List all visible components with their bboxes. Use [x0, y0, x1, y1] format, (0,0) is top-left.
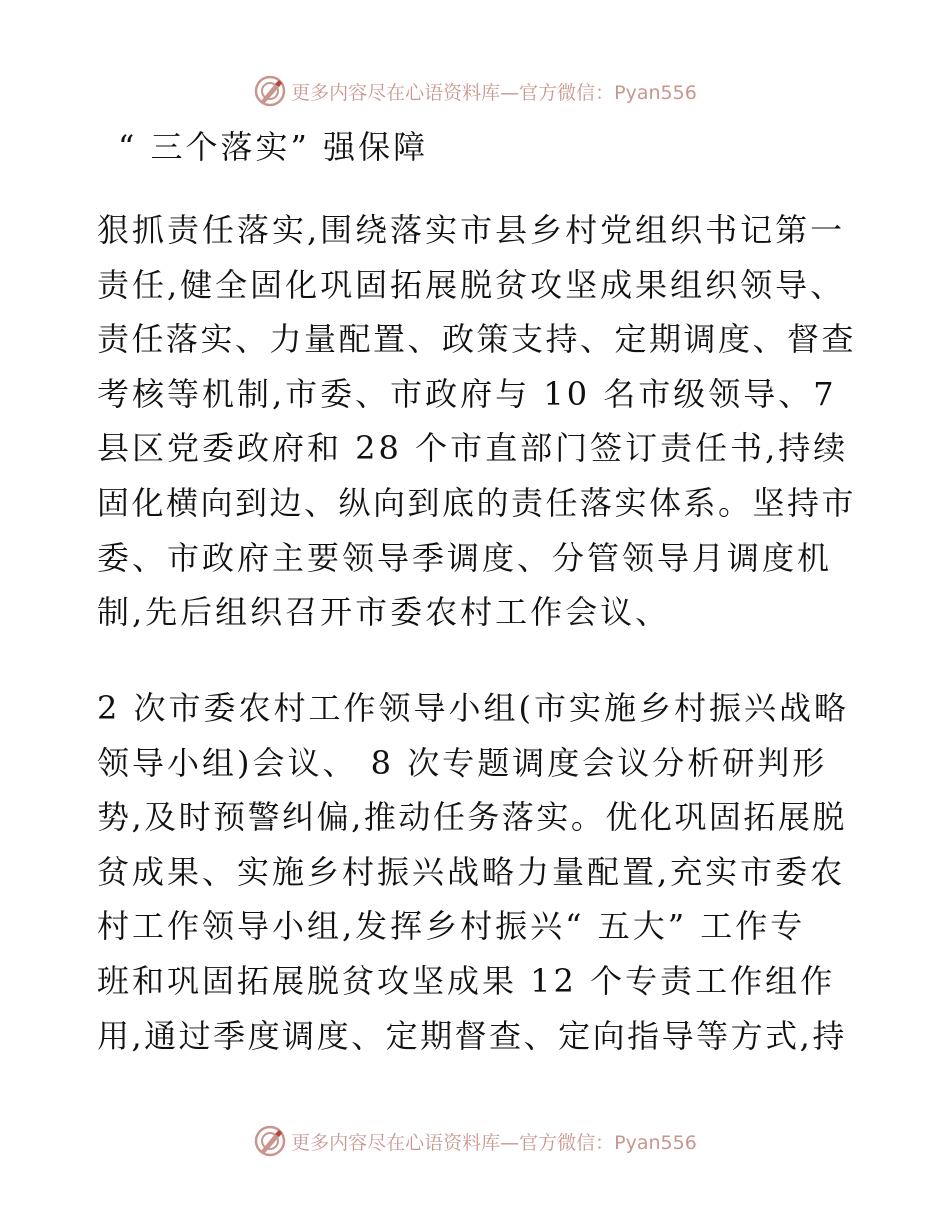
text-line: 班和巩固拓展脱贫攻坚成果 12 个专责工作组作 [97, 961, 836, 1000]
text-line: 固化横向到边、纵向到底的责任落实体系。坚持市 [97, 483, 857, 522]
text-line: 县区党委政府和 28 个市直部门签订责任书,持续 [97, 429, 849, 468]
text-line: 村工作领导小组,发挥乡村振兴“ 五大” 工作专 [97, 907, 806, 946]
text-line: 狠抓责任落实,围绕落实市县乡村党组织书记第一 [97, 211, 846, 249]
footer-watermark [0, 1121, 950, 1161]
pen-logo-icon [253, 74, 287, 108]
pen-logo-icon [253, 1124, 287, 1158]
text-line: 2 次市委农村工作领导小组(市实施乡村振兴战略 [97, 689, 850, 727]
text-line: 贫成果、实施乡村振兴战略力量配置,充实市委农 [97, 852, 846, 891]
text-line: 用,通过季度调度、定期督查、定向指导等方式,持 [97, 1016, 847, 1055]
watermark-text: 更多内容尽在心语资料库—官方微信：Pyan556 [291, 81, 697, 104]
text-line: 领导小组)会议、 8 次专题调度会议分析研判形 [97, 743, 828, 782]
text-line: 考核等机制,市委、市政府与 10 名市级领导、7 [97, 374, 837, 413]
text-line: 势,及时预警纠偏,推动任务落实。优化巩固拓展脱 [97, 798, 847, 837]
section-heading: “ 三个落实” 强保障 [118, 128, 429, 166]
text-line: 责任,健全固化巩固拓展脱贫攻坚成果组织领导、 [97, 265, 846, 304]
paragraph-2 [97, 681, 857, 1063]
paragraph-1 [97, 203, 857, 640]
text-line: 责任落实、力量配置、政策支持、定期调度、督查 [97, 320, 857, 359]
header-watermark [0, 71, 950, 111]
text-line: 委、市政府主要领导季调度、分管领导月调度机 [97, 538, 833, 577]
watermark-text: 更多内容尽在心语资料库—官方微信：Pyan556 [291, 1131, 697, 1154]
text-line: 制,先后组织召开市委农村工作会议、 [97, 593, 671, 632]
